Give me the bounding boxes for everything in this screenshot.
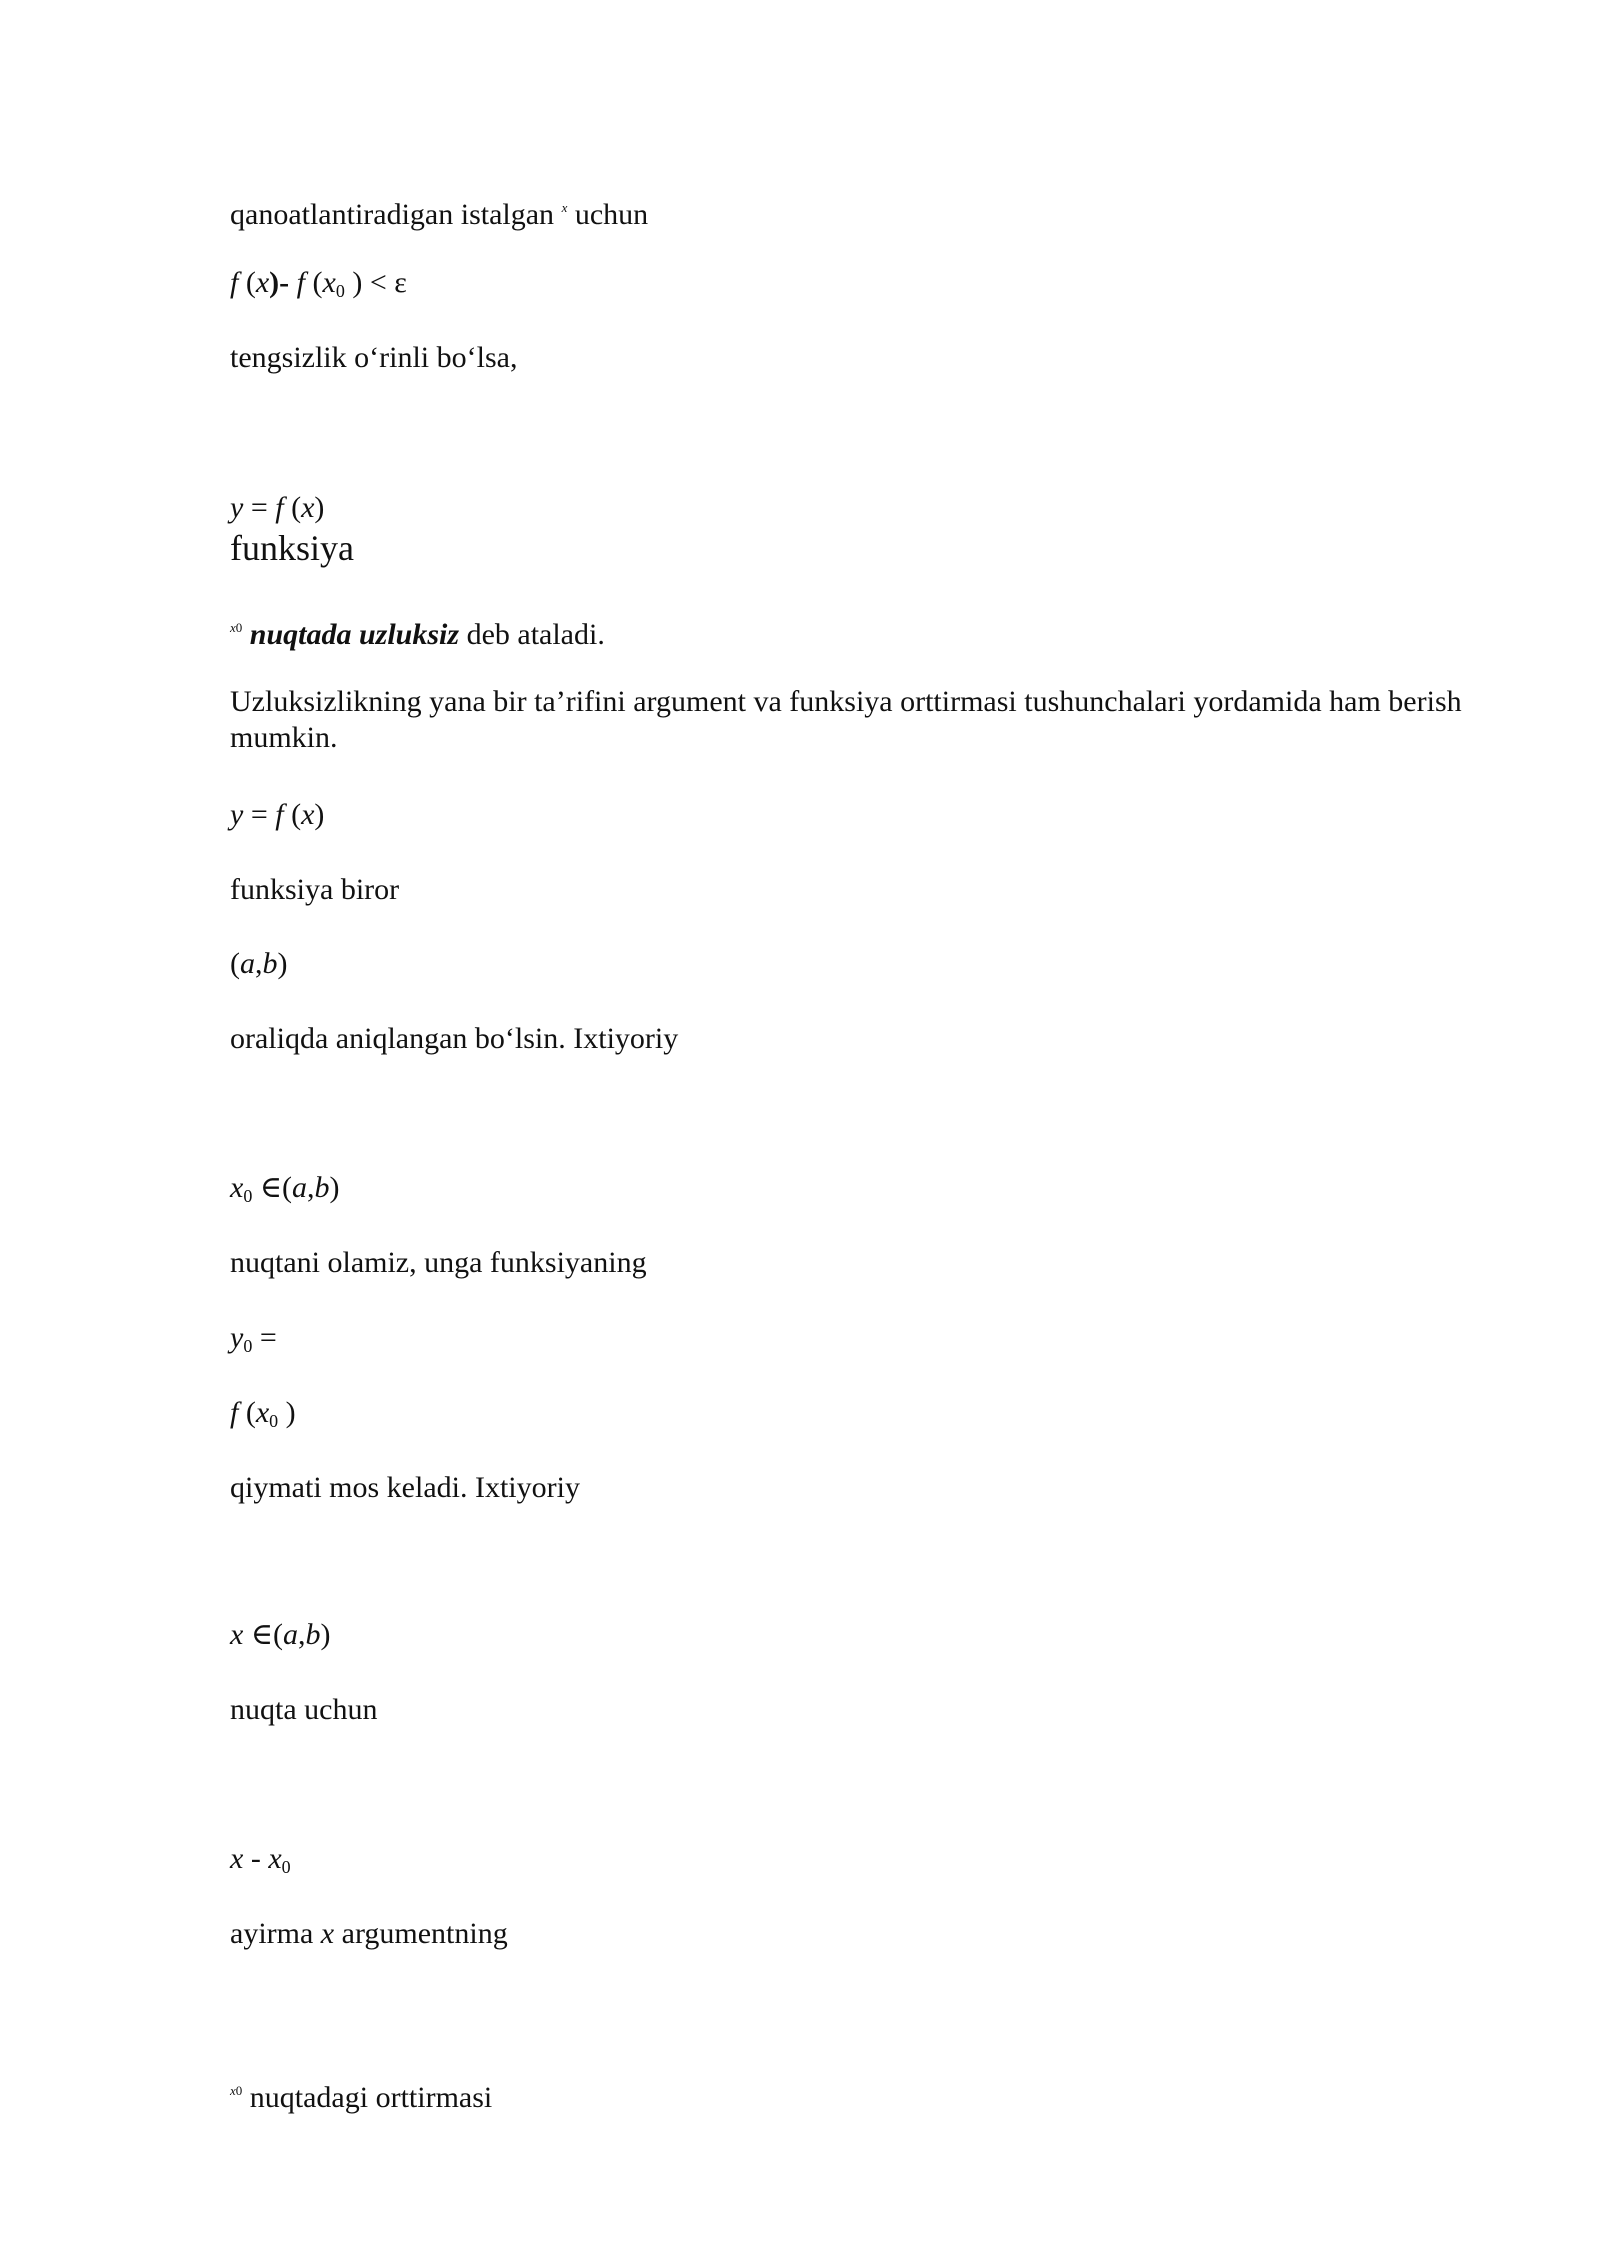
paragraph-difference-of-argument: ayirma x argumentning — [230, 1917, 508, 1950]
paragraph-value-corresponds: qiymati mos keladi. Ixtiyoriy — [230, 1471, 580, 1504]
paragraph-some-function: funksiya biror — [230, 873, 400, 906]
formula-interval: (a,b) — [230, 947, 288, 980]
paragraph-alternative-definition: Uzluksizlikning yana bir ta’rifini argument va funksiya orttirmasi tushunchalari yordamida ham berish mumkin. — [230, 685, 1462, 754]
paragraph-continuity-definition: $^{x0}$ nuqtada uzluksiz deb ataladi. — [230, 618, 605, 651]
paragraph-for-point: nuqta uchun — [230, 1693, 378, 1726]
paragraph-take-point: nuqtani olamiz, unga funksiyaning — [230, 1246, 647, 1279]
paragraph-funksiya: funksiya — [230, 528, 354, 568]
paragraph-condition: qanoatlantiradigan istalgan $^x$ uchun — [230, 198, 649, 231]
paragraph-inequality-holds: tengsizlik o‘rinli bo‘lsa, — [230, 341, 518, 374]
formula-inequality: f (x)- f ($x_0$ ) < ε — [230, 266, 407, 301]
formula-function: y = f (x) — [230, 491, 325, 524]
formula-difference: x - $x_0$ — [230, 1842, 291, 1877]
paragraph-defined-on-interval: oraliqda aniqlangan bo‘lsin. Ixtiyoriy — [230, 1022, 679, 1055]
formula-function-2: y = f (x) — [230, 798, 325, 831]
formula-x-in-interval: x ∈(a,b) — [230, 1618, 331, 1651]
formula-x0-in-interval: $x_0$ ∈(a,b) — [230, 1171, 340, 1206]
formula-f-x0: f ($x_0$ ) — [230, 1396, 296, 1431]
formula-y0: $y_0$ = — [230, 1321, 277, 1356]
paragraph-increment: $^{x0}$ nuqtadagi orttirmasi — [230, 2081, 493, 2114]
